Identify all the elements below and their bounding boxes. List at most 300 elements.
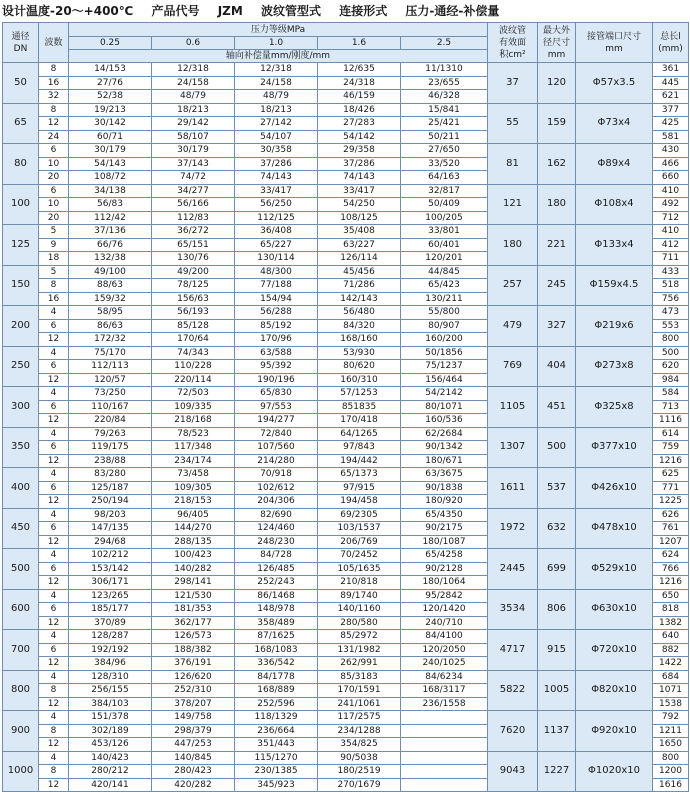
- length-cell: 584: [653, 387, 689, 401]
- compensation-cell: 90/2175: [401, 522, 488, 536]
- dn-cell: 300: [3, 387, 39, 428]
- dn-cell: 80: [3, 144, 39, 185]
- length-cell: 621: [653, 90, 689, 104]
- compensation-cell: 84/4100: [401, 630, 488, 644]
- table-row: [3, 711, 689, 725]
- compensation-cell: 97/843: [318, 441, 401, 455]
- pipe-cell: Φ820x10: [576, 670, 653, 711]
- length-cell: 433: [653, 265, 689, 279]
- compensation-cell: 144/270: [152, 522, 235, 536]
- compensation-cell: 65/423: [401, 279, 488, 293]
- compensation-cell: 280/212: [69, 765, 152, 779]
- compensation-cell: 37/136: [69, 225, 152, 239]
- col-pipe: 接管端口尺寸 mm: [576, 23, 653, 63]
- compensation-cell: 420/282: [152, 778, 235, 792]
- length-cell: 1216: [653, 576, 689, 590]
- length-cell: 984: [653, 373, 689, 387]
- dn-cell: 250: [3, 346, 39, 387]
- od-cell: 500: [538, 427, 576, 468]
- compensation-cell: 95/392: [235, 360, 318, 374]
- waves-cell: 12: [39, 616, 69, 630]
- compensation-cell: 160/200: [401, 333, 488, 347]
- compensation-cell: 194/442: [318, 454, 401, 468]
- compensation-cell: 84/1778: [235, 670, 318, 684]
- area-cell: 2445: [488, 549, 538, 590]
- compensation-cell: 27/283: [318, 117, 401, 131]
- compensation-cell: 86/1468: [235, 589, 318, 603]
- compensation-cell: 378/207: [152, 697, 235, 711]
- compensation-cell: 18/213: [152, 103, 235, 117]
- compensation-cell: 218/153: [152, 495, 235, 509]
- compensation-cell: 19/213: [69, 103, 152, 117]
- compensation-cell: 54/142: [318, 130, 401, 144]
- length-cell: 412: [653, 238, 689, 252]
- compensation-cell: 24/318: [318, 76, 401, 90]
- connect-label: 连接形式: [339, 4, 388, 18]
- waves-cell: 6: [39, 144, 69, 158]
- compensation-cell: 294/68: [69, 535, 152, 549]
- length-cell: 1382: [653, 616, 689, 630]
- compensation-cell: 86/63: [69, 319, 152, 333]
- waves-cell: 10: [39, 157, 69, 171]
- compensation-cell: 248/230: [235, 535, 318, 549]
- compensation-cell: 102/212: [69, 549, 152, 563]
- compensation-cell: 140/282: [152, 562, 235, 576]
- compensation-cell: 252/596: [235, 697, 318, 711]
- waves-cell: 6: [39, 562, 69, 576]
- waves-cell: 12: [39, 697, 69, 711]
- compensation-cell: 56/480: [318, 306, 401, 320]
- compensation-cell: 107/560: [235, 441, 318, 455]
- dn-cell: 400: [3, 468, 39, 509]
- length-cell: 761: [653, 522, 689, 536]
- area-cell: 769: [488, 346, 538, 387]
- compensation-cell: 33/801: [401, 225, 488, 239]
- compensation-cell: 84/728: [235, 549, 318, 563]
- compensation-cell: 354/825: [318, 738, 401, 752]
- compensation-cell: 90/2128: [401, 562, 488, 576]
- waves-cell: 6: [39, 481, 69, 495]
- compensation-cell: 85/2972: [318, 630, 401, 644]
- compensation-cell: 194/458: [318, 495, 401, 509]
- compensation-cell: 37/286: [235, 157, 318, 171]
- compensation-cell: 112/83: [152, 211, 235, 225]
- compensation-cell: 170/1591: [318, 684, 401, 698]
- compensation-cell: 80/907: [401, 319, 488, 333]
- pipe-cell: Φ219x6: [576, 306, 653, 347]
- compensation-cell: 194/277: [235, 414, 318, 428]
- od-cell: 537: [538, 468, 576, 509]
- compensation-cell: 108/72: [69, 171, 152, 185]
- length-cell: 771: [653, 481, 689, 495]
- compensation-cell: 180/1087: [401, 535, 488, 549]
- od-cell: 915: [538, 630, 576, 671]
- compensation-cell: 65/151: [152, 238, 235, 252]
- compensation-cell: 65/1373: [318, 468, 401, 482]
- compensation-cell: [401, 711, 488, 725]
- area-cell: 4717: [488, 630, 538, 671]
- compensation-cell: 384/103: [69, 697, 152, 711]
- table-row: [3, 184, 689, 198]
- compensation-cell: 156/464: [401, 373, 488, 387]
- compensation-cell: 73/250: [69, 387, 152, 401]
- length-cell: 626: [653, 508, 689, 522]
- compensation-cell: 120/57: [69, 373, 152, 387]
- compensation-cell: 256/155: [69, 684, 152, 698]
- compensation-cell: 376/191: [152, 657, 235, 671]
- compensation-cell: 80/620: [318, 360, 401, 374]
- compensation-cell: 66/76: [69, 238, 152, 252]
- compensation-cell: 50/409: [401, 198, 488, 212]
- compensation-cell: 236/664: [235, 724, 318, 738]
- area-cell: 9043: [488, 751, 538, 792]
- length-cell: 1422: [653, 657, 689, 671]
- waves-cell: 4: [39, 468, 69, 482]
- waves-cell: 4: [39, 670, 69, 684]
- length-cell: 410: [653, 184, 689, 198]
- compensation-cell: 36/408: [235, 225, 318, 239]
- compensation-cell: 280/423: [152, 765, 235, 779]
- compensation-cell: 46/328: [401, 90, 488, 104]
- col-pressure-value: 1.6: [318, 37, 401, 50]
- compensation-cell: 180/2519: [318, 765, 401, 779]
- compensation-cell: 384/96: [69, 657, 152, 671]
- length-cell: 800: [653, 751, 689, 765]
- length-cell: 430: [653, 144, 689, 158]
- waves-cell: 12: [39, 738, 69, 752]
- compensation-cell: 18/213: [235, 103, 318, 117]
- compensation-cell: 100/423: [152, 549, 235, 563]
- compensation-cell: 89/1740: [318, 589, 401, 603]
- waves-cell: 4: [39, 630, 69, 644]
- compensation-cell: 12/318: [152, 63, 235, 77]
- compensation-cell: 37/143: [152, 157, 235, 171]
- compensation-cell: 53/930: [318, 346, 401, 360]
- table-row: [3, 265, 689, 279]
- waves-cell: 8: [39, 765, 69, 779]
- length-cell: 800: [653, 333, 689, 347]
- compensation-cell: 54/2142: [401, 387, 488, 401]
- spec-table: [2, 22, 689, 792]
- dn-cell: 600: [3, 589, 39, 630]
- compensation-cell: 56/166: [152, 198, 235, 212]
- od-cell: 1005: [538, 670, 576, 711]
- compensation-cell: 82/690: [235, 508, 318, 522]
- compensation-cell: 130/114: [235, 252, 318, 266]
- compensation-cell: 83/280: [69, 468, 152, 482]
- compensation-cell: 45/456: [318, 265, 401, 279]
- compensation-cell: 48/300: [235, 265, 318, 279]
- length-cell: 624: [653, 549, 689, 563]
- dn-cell: 125: [3, 225, 39, 266]
- compensation-cell: 236/1558: [401, 697, 488, 711]
- compensation-cell: 35/408: [318, 225, 401, 239]
- compensation-cell: 15/841: [401, 103, 488, 117]
- table-row: [3, 346, 689, 360]
- compensation-cell: 87/1625: [235, 630, 318, 644]
- compensation-cell: 58/107: [152, 130, 235, 144]
- compensation-cell: 204/306: [235, 495, 318, 509]
- compensation-cell: 241/1061: [318, 697, 401, 711]
- compensation-cell: 54/107: [235, 130, 318, 144]
- compensation-cell: 117/2575: [318, 711, 401, 725]
- compensation-cell: 58/95: [69, 306, 152, 320]
- pipe-cell: Φ478x10: [576, 508, 653, 549]
- pipe-cell: Φ73x4: [576, 103, 653, 144]
- compensation-cell: 123/265: [69, 589, 152, 603]
- compensation-cell: 14/153: [69, 63, 152, 77]
- waves-cell: 5: [39, 265, 69, 279]
- area-cell: 121: [488, 184, 538, 225]
- waves-cell: 9: [39, 238, 69, 252]
- length-cell: 614: [653, 427, 689, 441]
- waves-cell: 4: [39, 387, 69, 401]
- connect-value: 压力-通经-补偿量: [405, 4, 500, 18]
- compensation-cell: 220/114: [152, 373, 235, 387]
- waves-cell: 10: [39, 198, 69, 212]
- compensation-cell: 214/280: [235, 454, 318, 468]
- compensation-cell: 126/620: [152, 670, 235, 684]
- waves-cell: 12: [39, 414, 69, 428]
- length-cell: 792: [653, 711, 689, 725]
- compensation-cell: 60/401: [401, 238, 488, 252]
- length-cell: 445: [653, 76, 689, 90]
- compensation-cell: 30/179: [152, 144, 235, 158]
- compensation-cell: 206/769: [318, 535, 401, 549]
- compensation-cell: 60/71: [69, 130, 152, 144]
- compensation-cell: 140/1160: [318, 603, 401, 617]
- col-od: 最大外 径尺寸 mm: [538, 23, 576, 63]
- od-cell: 806: [538, 589, 576, 630]
- waves-cell: 32: [39, 90, 69, 104]
- compensation-cell: 298/141: [152, 576, 235, 590]
- od-cell: 1227: [538, 751, 576, 792]
- compensation-cell: 97/915: [318, 481, 401, 495]
- length-cell: 425: [653, 117, 689, 131]
- compensation-cell: 73/458: [152, 468, 235, 482]
- od-cell: 632: [538, 508, 576, 549]
- waves-cell: 12: [39, 454, 69, 468]
- compensation-cell: 30/358: [235, 144, 318, 158]
- compensation-cell: 119/175: [69, 441, 152, 455]
- compensation-cell: 420/141: [69, 778, 152, 792]
- compensation-cell: 230/1385: [235, 765, 318, 779]
- compensation-cell: 95/2842: [401, 589, 488, 603]
- col-pressure-value: 1.0: [235, 37, 318, 50]
- length-cell: 1116: [653, 414, 689, 428]
- compensation-cell: 252/310: [152, 684, 235, 698]
- waves-cell: 12: [39, 535, 69, 549]
- pipe-cell: Φ426x10: [576, 468, 653, 509]
- compensation-cell: 50/1856: [401, 346, 488, 360]
- compensation-cell: 29/142: [152, 117, 235, 131]
- table-row: [3, 589, 689, 603]
- waves-cell: 6: [39, 400, 69, 414]
- compensation-cell: 74/343: [152, 346, 235, 360]
- waves-cell: 12: [39, 495, 69, 509]
- length-cell: 1616: [653, 778, 689, 792]
- compensation-cell: [401, 751, 488, 765]
- pipe-cell: Φ720x10: [576, 630, 653, 671]
- length-cell: 410: [653, 225, 689, 239]
- dn-cell: 100: [3, 184, 39, 225]
- waves-cell: 12: [39, 373, 69, 387]
- dn-cell: 700: [3, 630, 39, 671]
- waves-cell: 20: [39, 171, 69, 185]
- dn-cell: 500: [3, 549, 39, 590]
- compensation-cell: 80/1071: [401, 400, 488, 414]
- temp-label: 设计温度-20～+400℃: [2, 4, 134, 18]
- compensation-cell: 49/200: [152, 265, 235, 279]
- pipe-cell: Φ630x10: [576, 589, 653, 630]
- compensation-cell: 126/114: [318, 252, 401, 266]
- table-row: [3, 306, 689, 320]
- compensation-cell: 109/305: [152, 481, 235, 495]
- pipe-cell: Φ1020x10: [576, 751, 653, 792]
- compensation-cell: 109/335: [152, 400, 235, 414]
- length-cell: 818: [653, 603, 689, 617]
- length-cell: 1216: [653, 454, 689, 468]
- table-caption: [0, 0, 690, 22]
- compensation-cell: 78/125: [152, 279, 235, 293]
- area-cell: 257: [488, 265, 538, 306]
- waves-cell: 12: [39, 333, 69, 347]
- waves-cell: 4: [39, 306, 69, 320]
- compensation-cell: 30/179: [69, 144, 152, 158]
- waves-cell: 8: [39, 279, 69, 293]
- compensation-cell: 98/203: [69, 508, 152, 522]
- compensation-cell: 48/79: [235, 90, 318, 104]
- compensation-cell: 298/379: [152, 724, 235, 738]
- compensation-cell: 149/758: [152, 711, 235, 725]
- compensation-cell: 147/135: [69, 522, 152, 536]
- compensation-cell: 78/523: [152, 427, 235, 441]
- length-cell: 712: [653, 211, 689, 225]
- col-length: 总长l (mm): [653, 23, 689, 63]
- table-row: [3, 103, 689, 117]
- compensation-cell: 96/405: [152, 508, 235, 522]
- compensation-cell: 44/845: [401, 265, 488, 279]
- table-row: [3, 63, 689, 77]
- compensation-cell: 181/353: [152, 603, 235, 617]
- compensation-cell: 159/32: [69, 292, 152, 306]
- compensation-cell: 220/84: [69, 414, 152, 428]
- od-cell: 159: [538, 103, 576, 144]
- waves-cell: 4: [39, 711, 69, 725]
- area-cell: 1611: [488, 468, 538, 509]
- code-value: JZM: [217, 4, 243, 18]
- col-pressure-value: 2.5: [401, 37, 488, 50]
- compensation-cell: 33/520: [401, 157, 488, 171]
- compensation-cell: 362/177: [152, 616, 235, 630]
- waves-cell: 16: [39, 76, 69, 90]
- pipe-cell: Φ529x10: [576, 549, 653, 590]
- compensation-cell: 69/2305: [318, 508, 401, 522]
- compensation-cell: 234/1288: [318, 724, 401, 738]
- table-row: [3, 751, 689, 765]
- area-cell: 37: [488, 63, 538, 104]
- waves-cell: 24: [39, 130, 69, 144]
- pipe-cell: Φ273x8: [576, 346, 653, 387]
- length-cell: 492: [653, 198, 689, 212]
- length-cell: 1650: [653, 738, 689, 752]
- dn-cell: 50: [3, 63, 39, 104]
- compensation-cell: 170/96: [235, 333, 318, 347]
- pipe-cell: Φ57x3.5: [576, 63, 653, 104]
- compensation-cell: 126/573: [152, 630, 235, 644]
- dn-cell: 800: [3, 670, 39, 711]
- length-cell: 553: [653, 319, 689, 333]
- compensation-cell: 115/1270: [235, 751, 318, 765]
- length-cell: 473: [653, 306, 689, 320]
- length-cell: 640: [653, 630, 689, 644]
- compensation-cell: 131/1982: [318, 643, 401, 657]
- compensation-cell: 23/655: [401, 76, 488, 90]
- compensation-cell: 120/1420: [401, 603, 488, 617]
- type-label: 波纹管型式: [261, 4, 322, 18]
- length-cell: 711: [653, 252, 689, 266]
- compensation-cell: 63/3675: [401, 468, 488, 482]
- compensation-cell: 112/125: [235, 211, 318, 225]
- compensation-cell: 34/277: [152, 184, 235, 198]
- waves-cell: 12: [39, 778, 69, 792]
- compensation-cell: 27/76: [69, 76, 152, 90]
- compensation-cell: 168/1083: [235, 643, 318, 657]
- compensation-cell: 30/142: [69, 117, 152, 131]
- compensation-cell: 64/163: [401, 171, 488, 185]
- dn-cell: 65: [3, 103, 39, 144]
- dn-cell: 200: [3, 306, 39, 347]
- dn-cell: 350: [3, 427, 39, 468]
- table-body: [3, 63, 689, 792]
- compensation-cell: 447/253: [152, 738, 235, 752]
- compensation-cell: 71/286: [318, 279, 401, 293]
- compensation-cell: 180/920: [401, 495, 488, 509]
- compensation-cell: 172/32: [69, 333, 152, 347]
- compensation-cell: 130/76: [152, 252, 235, 266]
- compensation-cell: 88/63: [69, 279, 152, 293]
- compensation-cell: 160/536: [401, 414, 488, 428]
- compensation-cell: 252/243: [235, 576, 318, 590]
- compensation-cell: 124/460: [235, 522, 318, 536]
- compensation-cell: 46/159: [318, 90, 401, 104]
- compensation-cell: 160/310: [318, 373, 401, 387]
- compensation-cell: 55/800: [401, 306, 488, 320]
- table-row: [3, 387, 689, 401]
- dn-cell: 450: [3, 508, 39, 549]
- area-cell: 7620: [488, 711, 538, 752]
- compensation-cell: 140/423: [69, 751, 152, 765]
- compensation-cell: 49/100: [69, 265, 152, 279]
- compensation-cell: 33/417: [318, 184, 401, 198]
- compensation-cell: 74/72: [152, 171, 235, 185]
- compensation-cell: 12/635: [318, 63, 401, 77]
- table-row: [3, 670, 689, 684]
- table-row: [3, 427, 689, 441]
- compensation-cell: 126/485: [235, 562, 318, 576]
- compensation-cell: 57/1253: [318, 387, 401, 401]
- length-cell: 518: [653, 279, 689, 293]
- compensation-cell: 52/38: [69, 90, 152, 104]
- compensation-cell: 288/135: [152, 535, 235, 549]
- length-cell: 377: [653, 103, 689, 117]
- waves-cell: 4: [39, 589, 69, 603]
- waves-cell: 4: [39, 508, 69, 522]
- compensation-cell: 128/310: [69, 670, 152, 684]
- length-cell: 625: [653, 468, 689, 482]
- compensation-cell: 306/171: [69, 576, 152, 590]
- col-pressure: 压力等级MPa: [69, 23, 488, 37]
